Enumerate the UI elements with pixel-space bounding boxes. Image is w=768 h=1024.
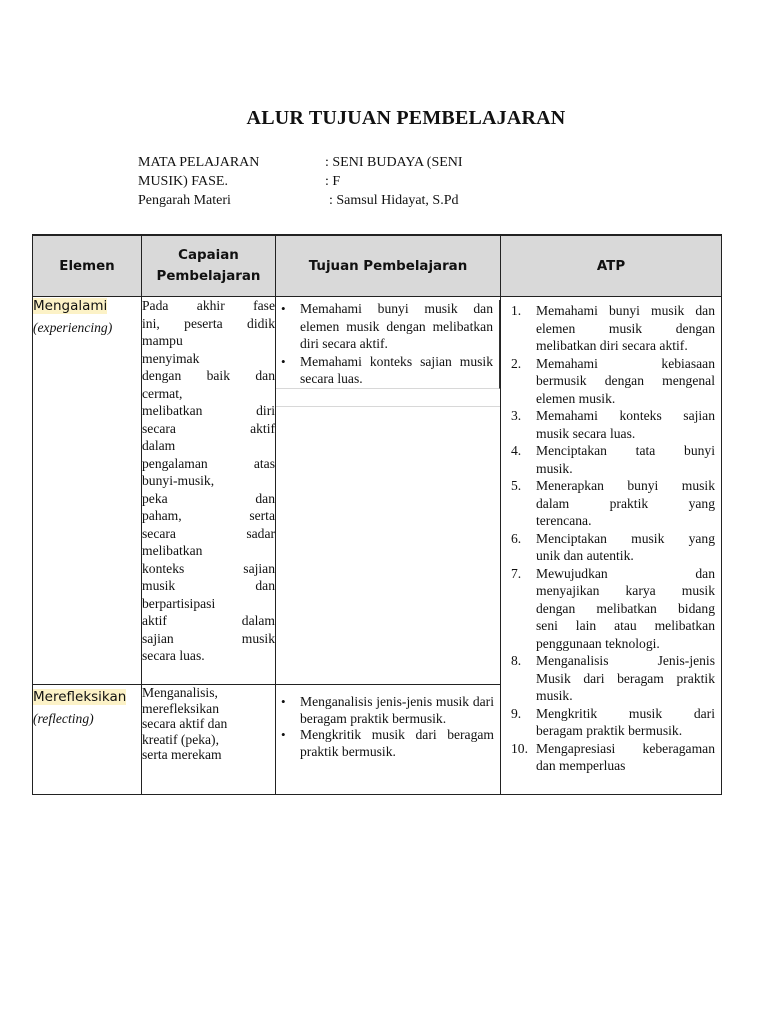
atp-number: 1. <box>511 303 522 318</box>
text-line: berpartisipasi <box>142 595 216 611</box>
atp-number: 10. <box>511 740 528 756</box>
page-title: ALUR TUJUAN PEMBELAJARAN <box>246 107 566 129</box>
atp-text-line: unik dan autentik. <box>536 548 634 563</box>
header-capaian-line1: Capaian <box>178 248 239 263</box>
atp-text-line: dalam praktik yang <box>536 495 715 511</box>
tujuan-item: • Menganalisis jenis-jenis musik dari beragam praktik bermusik. <box>276 694 494 727</box>
tujuan-item: • Mengkritik musik dari beragam praktik bermusik. <box>276 727 494 760</box>
atp-text-line: dengan melibatkan bidang <box>536 600 715 616</box>
capaian-text <box>142 297 275 665</box>
text-line: Menganalisis, <box>142 685 218 700</box>
atp-text-line: elemen musik dengan <box>536 320 715 336</box>
atp-text-line: Mewujudkan dan <box>536 565 715 581</box>
table-row <box>33 297 722 685</box>
atp-text-line: Memahami konteks sajian <box>536 408 715 423</box>
atp-text-line: bermusik dengan mengenal <box>536 373 715 388</box>
text-line: secara sadar <box>142 525 275 541</box>
text-line: musik dan <box>142 578 275 593</box>
text-line: aktif dalam <box>142 613 275 628</box>
atp-text-line: elemen musik. <box>536 390 616 406</box>
text-line: Pada akhir fase <box>142 298 275 313</box>
atp-text-line: Musik dari beragam praktik <box>536 670 715 686</box>
atp-item <box>501 530 721 565</box>
tujuan-cell <box>276 685 501 795</box>
atp-text-line: Memahami kebiasaan <box>536 355 715 371</box>
text-line: mampu <box>142 333 183 348</box>
text-line: peka dan <box>142 490 275 506</box>
text-line: pengalaman atas <box>142 455 275 471</box>
tujuan-item: • Memahami bunyi musik dan elemen musik dengan melibatkan diri secara aktif. <box>276 300 493 353</box>
tujuan-cell <box>276 297 501 685</box>
atp-number: 6. <box>511 530 522 546</box>
atp-item <box>501 565 721 653</box>
atp-item <box>501 442 721 477</box>
atp-item <box>501 740 721 775</box>
atp-text-line: musik. <box>536 460 573 476</box>
header-elemen: Elemen <box>33 235 142 297</box>
text-line: paham, serta <box>142 508 275 523</box>
text-line: konteks sajian <box>142 560 275 576</box>
text-line: kreatif (peka), <box>142 731 219 747</box>
elemen-english: (reflecting) <box>33 710 94 726</box>
header-tujuan: Tujuan Pembelajaran <box>276 235 501 297</box>
text-line: melibatkan diri <box>142 403 275 418</box>
atp-number: 9. <box>511 705 522 721</box>
text-line: melibatkan <box>142 543 203 558</box>
atp-number: 4. <box>511 443 522 458</box>
tujuan-list <box>276 300 493 388</box>
header-atp: ATP <box>501 235 722 297</box>
atp-number: 5. <box>511 478 522 493</box>
atp-text-line: Mengapresiasi keberagaman <box>536 740 715 756</box>
atp-text-line: Menciptakan tata bunyi <box>536 443 715 458</box>
atp-item <box>501 355 721 408</box>
elemen-name: Merefleksikan <box>33 689 127 705</box>
atp-cell <box>501 297 722 795</box>
meta-author-label: Pengarah Materi <box>138 193 231 208</box>
atp-text-line: penggunaan teknologi. <box>536 635 660 651</box>
text-line: secara aktif <box>142 420 275 436</box>
atp-number: 2. <box>511 355 522 371</box>
text-line: sajian musik <box>142 630 275 646</box>
meta-subject-label: MATA PELAJARAN <box>138 155 260 170</box>
text-line: merefleksikan <box>142 700 219 716</box>
capaian-text <box>142 685 275 763</box>
tujuan-list <box>276 694 494 760</box>
atp-text-line: terencana. <box>536 513 592 528</box>
atp-text-line: beragam praktik bermusik. <box>536 723 683 738</box>
meta-subject-value: : SENI BUDAYA (SENI <box>325 155 463 170</box>
atp-list <box>501 302 721 775</box>
atp-item <box>501 477 721 530</box>
text-line: menyimak <box>142 350 200 366</box>
meta-phase-value: : F <box>325 174 341 189</box>
tujuan-box <box>276 300 500 389</box>
text-line: cermat, <box>142 385 183 401</box>
text-line: bunyi-musik, <box>142 473 215 488</box>
text-line: serta merekam <box>142 747 222 762</box>
atp-text-line: Mengkritik musik dari <box>536 705 715 721</box>
atp-number: 3. <box>511 408 522 423</box>
atp-text-line: Menerapkan bunyi musik <box>536 478 715 493</box>
atp-text-line: melibatkan diri secara aktif. <box>536 338 688 353</box>
atp-item <box>501 302 721 355</box>
elemen-name: Mengalami <box>33 298 108 314</box>
atp-text-line: musik. <box>536 688 573 703</box>
meta-phase-label: MUSIK) FASE. <box>138 174 228 189</box>
header-capaian <box>142 235 276 297</box>
atp-text-line: Menciptakan musik yang <box>536 530 715 546</box>
capaian-cell <box>142 685 276 795</box>
atp-item <box>501 407 721 442</box>
capaian-cell <box>142 297 276 685</box>
tujuan-item: • Memahami konteks sajian musik secara luas. <box>276 353 493 388</box>
atp-text-line: musik secara luas. <box>536 425 636 441</box>
atp-table <box>32 234 722 795</box>
tujuan-empty-row <box>276 389 500 407</box>
atp-number: 8. <box>511 653 522 668</box>
meta-author-value: : Samsul Hidayat, S.Pd <box>329 193 459 208</box>
elemen-cell <box>33 685 142 795</box>
text-line: secara aktif dan <box>142 716 228 731</box>
atp-item <box>501 705 721 740</box>
atp-text-line: Menganalisis Jenis-jenis <box>536 653 715 668</box>
text-line: secara luas. <box>142 648 205 663</box>
elemen-english: (experiencing) <box>33 319 113 335</box>
atp-text-line: dan memperluas <box>536 758 626 773</box>
atp-text-line: Memahami bunyi musik dan <box>536 303 715 318</box>
table-header-row <box>33 235 722 297</box>
atp-text-line: menyajikan karya musik <box>536 583 715 598</box>
atp-item <box>501 652 721 705</box>
atp-text-line: seni lain atau melibatkan <box>536 618 715 633</box>
header-capaian-line2: Pembelajaran <box>156 269 261 284</box>
atp-number: 7. <box>511 565 522 581</box>
text-line: ini, peserta didik <box>142 315 275 331</box>
text-line: dalam <box>142 438 176 453</box>
text-line: dengan baik dan <box>142 368 275 383</box>
elemen-cell <box>33 297 142 685</box>
